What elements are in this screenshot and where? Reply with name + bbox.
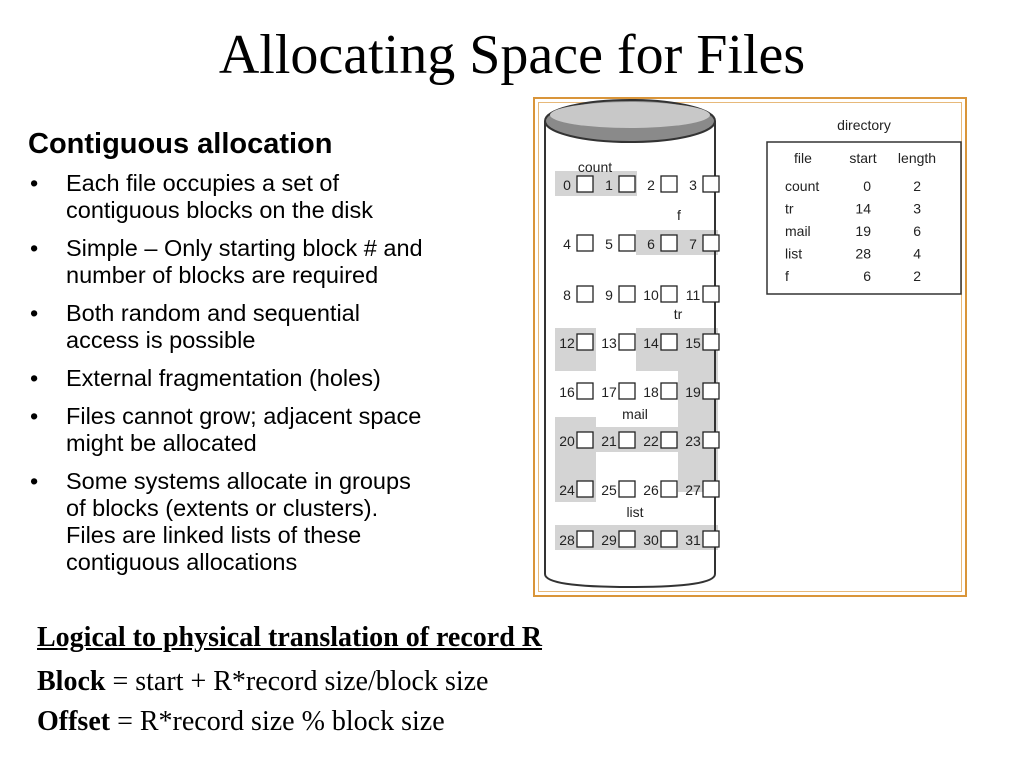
block-number: 22 xyxy=(643,433,659,449)
block-cell xyxy=(619,531,635,547)
directory-file: f xyxy=(785,268,789,284)
block-cell xyxy=(661,235,677,251)
block-number: 2 xyxy=(647,177,655,193)
block-cell xyxy=(661,481,677,497)
block-number: 15 xyxy=(685,335,701,351)
directory-file: tr xyxy=(785,200,794,217)
block-cell xyxy=(619,383,635,399)
block-cell xyxy=(619,481,635,497)
block-cell xyxy=(661,334,677,350)
offset-formula xyxy=(37,706,445,738)
directory-start: 0 xyxy=(863,178,871,194)
block-cell xyxy=(661,383,677,399)
directory-header: start xyxy=(849,150,877,166)
block-number: 30 xyxy=(643,532,659,548)
directory-length: 6 xyxy=(913,223,921,239)
block-label: Block xyxy=(37,666,106,697)
block-number: 27 xyxy=(685,482,701,498)
bullet-marker: • xyxy=(30,235,39,261)
bullet-line: Both random and sequential xyxy=(66,300,360,326)
block-cell xyxy=(577,286,593,302)
block-number: 23 xyxy=(685,433,701,449)
bullet-line: Each file occupies a set of xyxy=(66,170,340,196)
block-number: 9 xyxy=(605,287,613,303)
block-number: 5 xyxy=(605,236,613,252)
file-label: f xyxy=(677,207,681,223)
block-cell xyxy=(703,176,719,192)
bullet-line: number of blocks are required xyxy=(66,262,379,288)
bullet-item xyxy=(28,235,508,289)
block-cell xyxy=(577,334,593,350)
bullet-line: contiguous allocations xyxy=(66,549,298,575)
directory-start: 19 xyxy=(855,223,871,239)
slide-title: Allocating Space for Files xyxy=(218,24,806,86)
block-number: 24 xyxy=(559,482,575,498)
block-number: 8 xyxy=(563,287,571,303)
block-cell xyxy=(577,383,593,399)
block-number: 28 xyxy=(559,532,575,548)
block-cell xyxy=(661,176,677,192)
block-cell xyxy=(619,286,635,302)
block-cell xyxy=(619,235,635,251)
block-number: 13 xyxy=(601,335,617,351)
directory-length: 4 xyxy=(913,245,921,262)
bullet-line: might be allocated xyxy=(66,430,257,456)
directory-header: length xyxy=(897,150,937,166)
block-number: 1 xyxy=(605,177,613,193)
block-number: 26 xyxy=(643,482,659,498)
directory-start: 6 xyxy=(863,268,871,284)
block-number: 21 xyxy=(601,433,617,449)
bullet-line: contiguous blocks on the disk xyxy=(66,197,373,223)
block-cell xyxy=(703,286,719,302)
block-number: 10 xyxy=(643,287,659,303)
contiguous-allocation-figure xyxy=(533,97,967,597)
figure-diagram xyxy=(535,99,965,595)
directory-start: 14 xyxy=(855,200,871,217)
block-cell xyxy=(577,176,593,192)
file-label: mail xyxy=(622,406,648,422)
block-cell xyxy=(703,383,719,399)
block-cell xyxy=(577,481,593,497)
bullet-line: Simple – Only starting block # and xyxy=(66,235,423,261)
bullet-line: access is possible xyxy=(66,327,256,353)
block-number: 3 xyxy=(689,177,697,193)
offset-formula-text: = R*record size % block size xyxy=(110,706,445,737)
directory-file: list xyxy=(785,245,803,262)
block-cell xyxy=(577,531,593,547)
bullet-marker: • xyxy=(30,468,39,494)
block-number: 14 xyxy=(643,335,659,351)
block-cell xyxy=(661,531,677,547)
block-number: 16 xyxy=(559,384,575,400)
bullet-list xyxy=(28,170,508,587)
bullet-marker: • xyxy=(30,365,39,391)
block-cell xyxy=(703,432,719,448)
disk-cap-highlight xyxy=(550,102,710,128)
bullet-line: of blocks (extents or clusters). xyxy=(66,495,379,521)
block-number: 6 xyxy=(647,236,655,252)
bullet-item xyxy=(28,403,508,457)
directory-table xyxy=(767,117,961,294)
block-number: 20 xyxy=(559,433,575,449)
bullet-item xyxy=(28,468,508,576)
bullet-item xyxy=(28,170,508,224)
block-cell xyxy=(703,481,719,497)
directory-length: 2 xyxy=(913,268,921,284)
bullet-marker: • xyxy=(30,300,39,326)
block-formula-text: = start + R*record size/block size xyxy=(105,666,489,697)
directory-length: 2 xyxy=(913,178,921,194)
section-heading: Contiguous allocation xyxy=(28,128,333,160)
block-number: 18 xyxy=(643,384,659,400)
bullet-item xyxy=(28,365,508,392)
block-cell xyxy=(703,334,719,350)
block-number: 11 xyxy=(685,287,701,303)
block-number: 0 xyxy=(563,177,571,193)
bullet-line: Files are linked lists of these xyxy=(66,522,362,548)
bullet-line: Files cannot grow; adjacent space xyxy=(66,403,422,429)
block-cell xyxy=(577,235,593,251)
block-number: 25 xyxy=(601,482,617,498)
block-formula xyxy=(37,666,489,698)
bullet-line: Some systems allocate in groups xyxy=(66,468,411,494)
block-number: 7 xyxy=(689,236,697,252)
block-number: 29 xyxy=(601,532,617,548)
directory-start: 28 xyxy=(855,245,871,262)
directory-header: file xyxy=(794,150,812,166)
offset-label: Offset xyxy=(37,706,111,737)
block-number: 4 xyxy=(563,236,571,252)
block-number: 19 xyxy=(685,384,701,400)
directory-title: directory xyxy=(837,117,891,133)
block-number: 12 xyxy=(559,335,575,351)
translation-heading: Logical to physical translation of record R xyxy=(37,622,543,653)
bullet-item xyxy=(28,300,508,354)
bullet-marker: • xyxy=(30,403,39,429)
file-label: list xyxy=(626,504,644,520)
file-label: count xyxy=(577,159,613,175)
block-number: 31 xyxy=(685,532,701,548)
block-cell xyxy=(619,334,635,350)
block-cell xyxy=(577,432,593,448)
directory-length: 3 xyxy=(913,200,921,217)
directory-file: count xyxy=(785,178,820,194)
block-number: 17 xyxy=(601,384,617,400)
block-cell xyxy=(619,176,635,192)
directory-file: mail xyxy=(785,223,811,239)
file-label: tr xyxy=(673,306,683,322)
block-cell xyxy=(703,531,719,547)
bullet-line: External fragmentation (holes) xyxy=(66,365,381,391)
block-cell xyxy=(661,286,677,302)
block-cell xyxy=(661,432,677,448)
bullet-marker: • xyxy=(30,170,39,196)
block-cell xyxy=(703,235,719,251)
block-cell xyxy=(619,432,635,448)
